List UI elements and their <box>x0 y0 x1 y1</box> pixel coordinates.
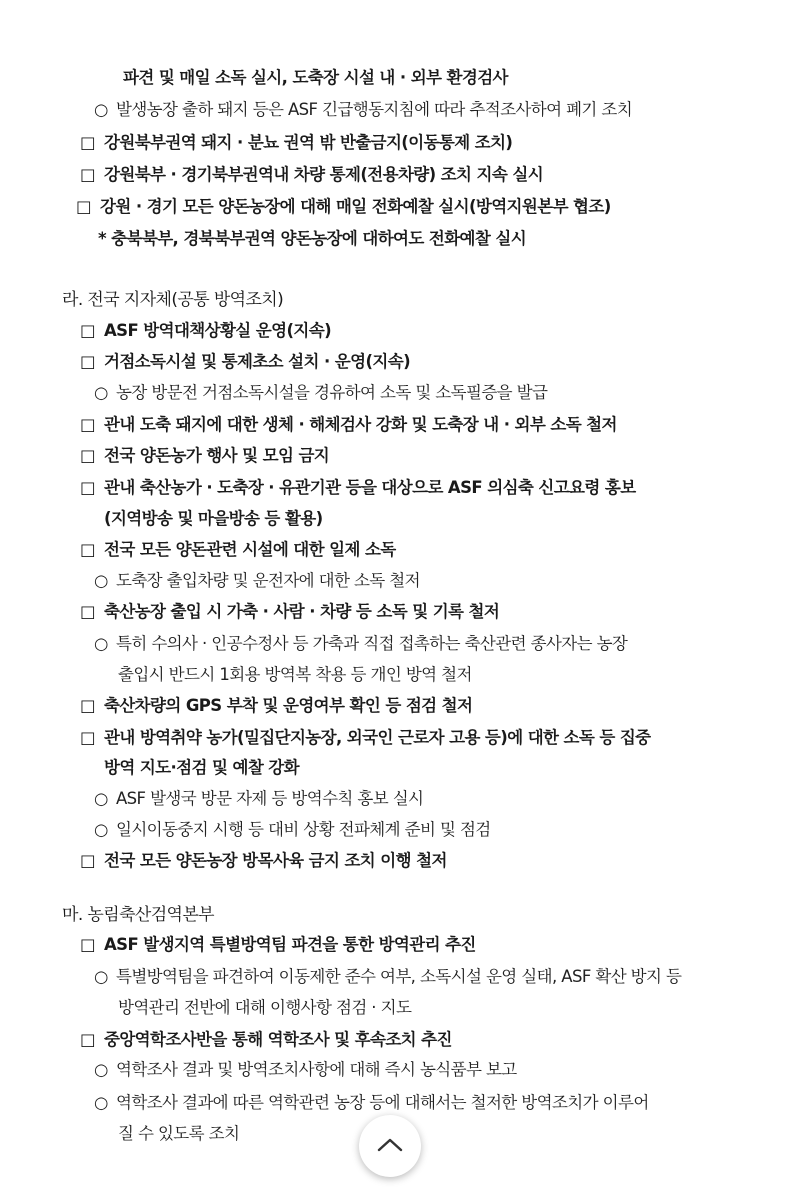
list-item <box>94 99 632 121</box>
line-text: 마. 농림축산검역본부 <box>62 905 215 925</box>
list-item <box>80 850 447 872</box>
square-bullet: □ <box>80 165 95 184</box>
square-bullet: □ <box>80 415 95 434</box>
line-text: 전국 모든 양돈농장 방목사육 금지 조치 이행 철저 <box>104 851 447 870</box>
square-bullet: □ <box>80 321 95 340</box>
list-item <box>80 320 331 342</box>
chevron-up-icon <box>376 1136 404 1156</box>
circle-bullet: ○ <box>94 634 108 653</box>
list-item <box>80 351 410 373</box>
list-item <box>80 539 396 561</box>
square-bullet: □ <box>80 1030 95 1049</box>
square-bullet: □ <box>80 446 95 465</box>
section-heading <box>62 289 283 311</box>
square-bullet: □ <box>80 133 95 152</box>
list-item <box>94 966 681 988</box>
line-text: 특히 수의사 · 인공수정사 등 가축과 직접 접촉하는 축산관련 종사자는 농장 <box>116 634 628 653</box>
line-text: 출입시 반드시 1회용 방역복 착용 등 개인 방역 철저 <box>118 665 472 684</box>
line-text: 관내 도축 돼지에 대한 생체 · 해체검사 강화 및 도축장 내 · 외부 소독 철저 <box>104 415 617 434</box>
list-item <box>80 601 499 623</box>
line-text: 방역관리 전반에 대해 이행사항 점검 · 지도 <box>118 998 412 1017</box>
list-item <box>80 132 512 154</box>
line-text: 전국 양돈농가 행사 및 모임 금지 <box>104 446 330 465</box>
line-text: 방역 지도·점검 및 예찰 강화 <box>104 758 299 777</box>
line-text: ASF 발생국 방문 자제 등 방역수칙 홍보 실시 <box>116 789 424 808</box>
line-text: ASF 발생지역 특별방역팀 파견을 통한 방역관리 추진 <box>104 935 476 954</box>
square-bullet: □ <box>80 935 95 954</box>
list-item <box>80 1029 452 1051</box>
text-line <box>118 664 472 686</box>
line-text: 강원북부권역 돼지 · 분뇨 권역 밖 반출금지(이동통제 조치) <box>104 133 513 152</box>
circle-bullet: ○ <box>94 967 108 986</box>
line-text: 관내 방역취약 농가(밀집단지농장, 외국인 근로자 고용 등)에 대한 소독 등 집중 <box>104 728 651 747</box>
list-item <box>94 1059 517 1081</box>
circle-bullet: ○ <box>94 100 108 119</box>
list-item <box>94 819 491 841</box>
line-text: 중앙역학조사반을 통해 역학조사 및 후속조치 추진 <box>104 1030 452 1049</box>
circle-bullet: ○ <box>94 820 108 839</box>
text-line <box>118 1123 239 1145</box>
square-bullet: □ <box>80 540 95 559</box>
list-item <box>80 164 543 186</box>
circle-bullet: ○ <box>94 571 108 590</box>
line-text: 파견 및 매일 소독 실시, 도축장 시설 내 · 외부 환경검사 <box>123 68 508 87</box>
square-bullet: □ <box>80 478 95 497</box>
line-text: 일시이동중지 시행 등 대비 상황 전파체계 준비 및 점검 <box>116 820 491 839</box>
list-item <box>80 477 636 499</box>
list-item <box>94 570 420 592</box>
scroll-to-top-button[interactable] <box>359 1115 421 1177</box>
section-heading <box>62 904 214 926</box>
list-item <box>80 934 476 956</box>
line-text: * 충북북부, 경북북부권역 양돈농장에 대하여도 전화예찰 실시 <box>98 229 527 248</box>
line-text: 질 수 있도록 조치 <box>118 1124 240 1143</box>
line-text: ASF 방역대책상황실 운영(지속) <box>104 321 332 340</box>
line-text: 강원북부 · 경기북부권역내 차량 통제(전용차량) 조치 지속 실시 <box>104 165 544 184</box>
list-item <box>80 727 651 749</box>
list-item <box>94 1092 649 1114</box>
circle-bullet: ○ <box>94 1093 108 1112</box>
line-text: 라. 전국 지자체(공통 방역조치) <box>62 290 284 310</box>
line-text: 특별방역팀을 파견하여 이동제한 준수 여부, 소독시설 운영 실태, ASF 확산 방지 등 <box>116 967 682 986</box>
list-item <box>76 196 611 218</box>
line-text: 전국 모든 양돈관련 시설에 대한 일제 소독 <box>104 540 396 559</box>
square-bullet: □ <box>80 352 95 371</box>
line-text: 발생농장 출하 돼지 등은 ASF 긴급행동지침에 따라 추적조사하여 폐기 조치 <box>116 100 633 119</box>
list-item <box>94 633 627 655</box>
text-line <box>118 997 411 1019</box>
line-text: 역학조사 결과 및 방역조치사항에 대해 즉시 농식품부 보고 <box>116 1060 517 1079</box>
square-bullet: □ <box>80 696 95 715</box>
list-item <box>80 445 329 467</box>
square-bullet: □ <box>80 728 95 747</box>
square-bullet: □ <box>76 197 91 216</box>
text-line <box>104 757 299 779</box>
circle-bullet: ○ <box>94 789 108 808</box>
line-text: 축산차량의 GPS 부착 및 운영여부 확인 등 점검 철저 <box>104 696 473 715</box>
list-item <box>80 695 472 717</box>
line-text: 농장 방문전 거점소독시설을 경유하여 소독 및 소독필증을 발급 <box>116 383 548 402</box>
square-bullet: □ <box>80 851 95 870</box>
list-item <box>80 414 617 436</box>
line-text: 강원 · 경기 모든 양돈농장에 대해 매일 전화예찰 실시(방역지원본부 협조) <box>100 197 611 216</box>
line-text: 도축장 출입차량 및 운전자에 대한 소독 철저 <box>116 571 420 590</box>
line-text: 축산농장 출입 시 가축 · 사람 · 차량 등 소독 및 기록 철저 <box>104 602 500 621</box>
square-bullet: □ <box>80 602 95 621</box>
circle-bullet: ○ <box>94 383 108 402</box>
line-text: 거점소독시설 및 통제초소 설치 · 운영(지속) <box>104 352 411 371</box>
text-line <box>123 67 508 89</box>
note-line <box>98 228 526 250</box>
line-text: 역학조사 결과에 따른 역학관련 농장 등에 대해서는 철저한 방역조치가 이루어 <box>116 1093 649 1112</box>
list-item <box>94 788 423 810</box>
list-item <box>94 382 547 404</box>
circle-bullet: ○ <box>94 1060 108 1079</box>
line-text: 관내 축산농가 · 도축장 · 유관기관 등을 대상으로 ASF 의심축 신고요령 홍보 <box>104 478 636 497</box>
text-line <box>104 508 323 530</box>
line-text: (지역방송 및 마을방송 등 활용) <box>104 509 323 528</box>
